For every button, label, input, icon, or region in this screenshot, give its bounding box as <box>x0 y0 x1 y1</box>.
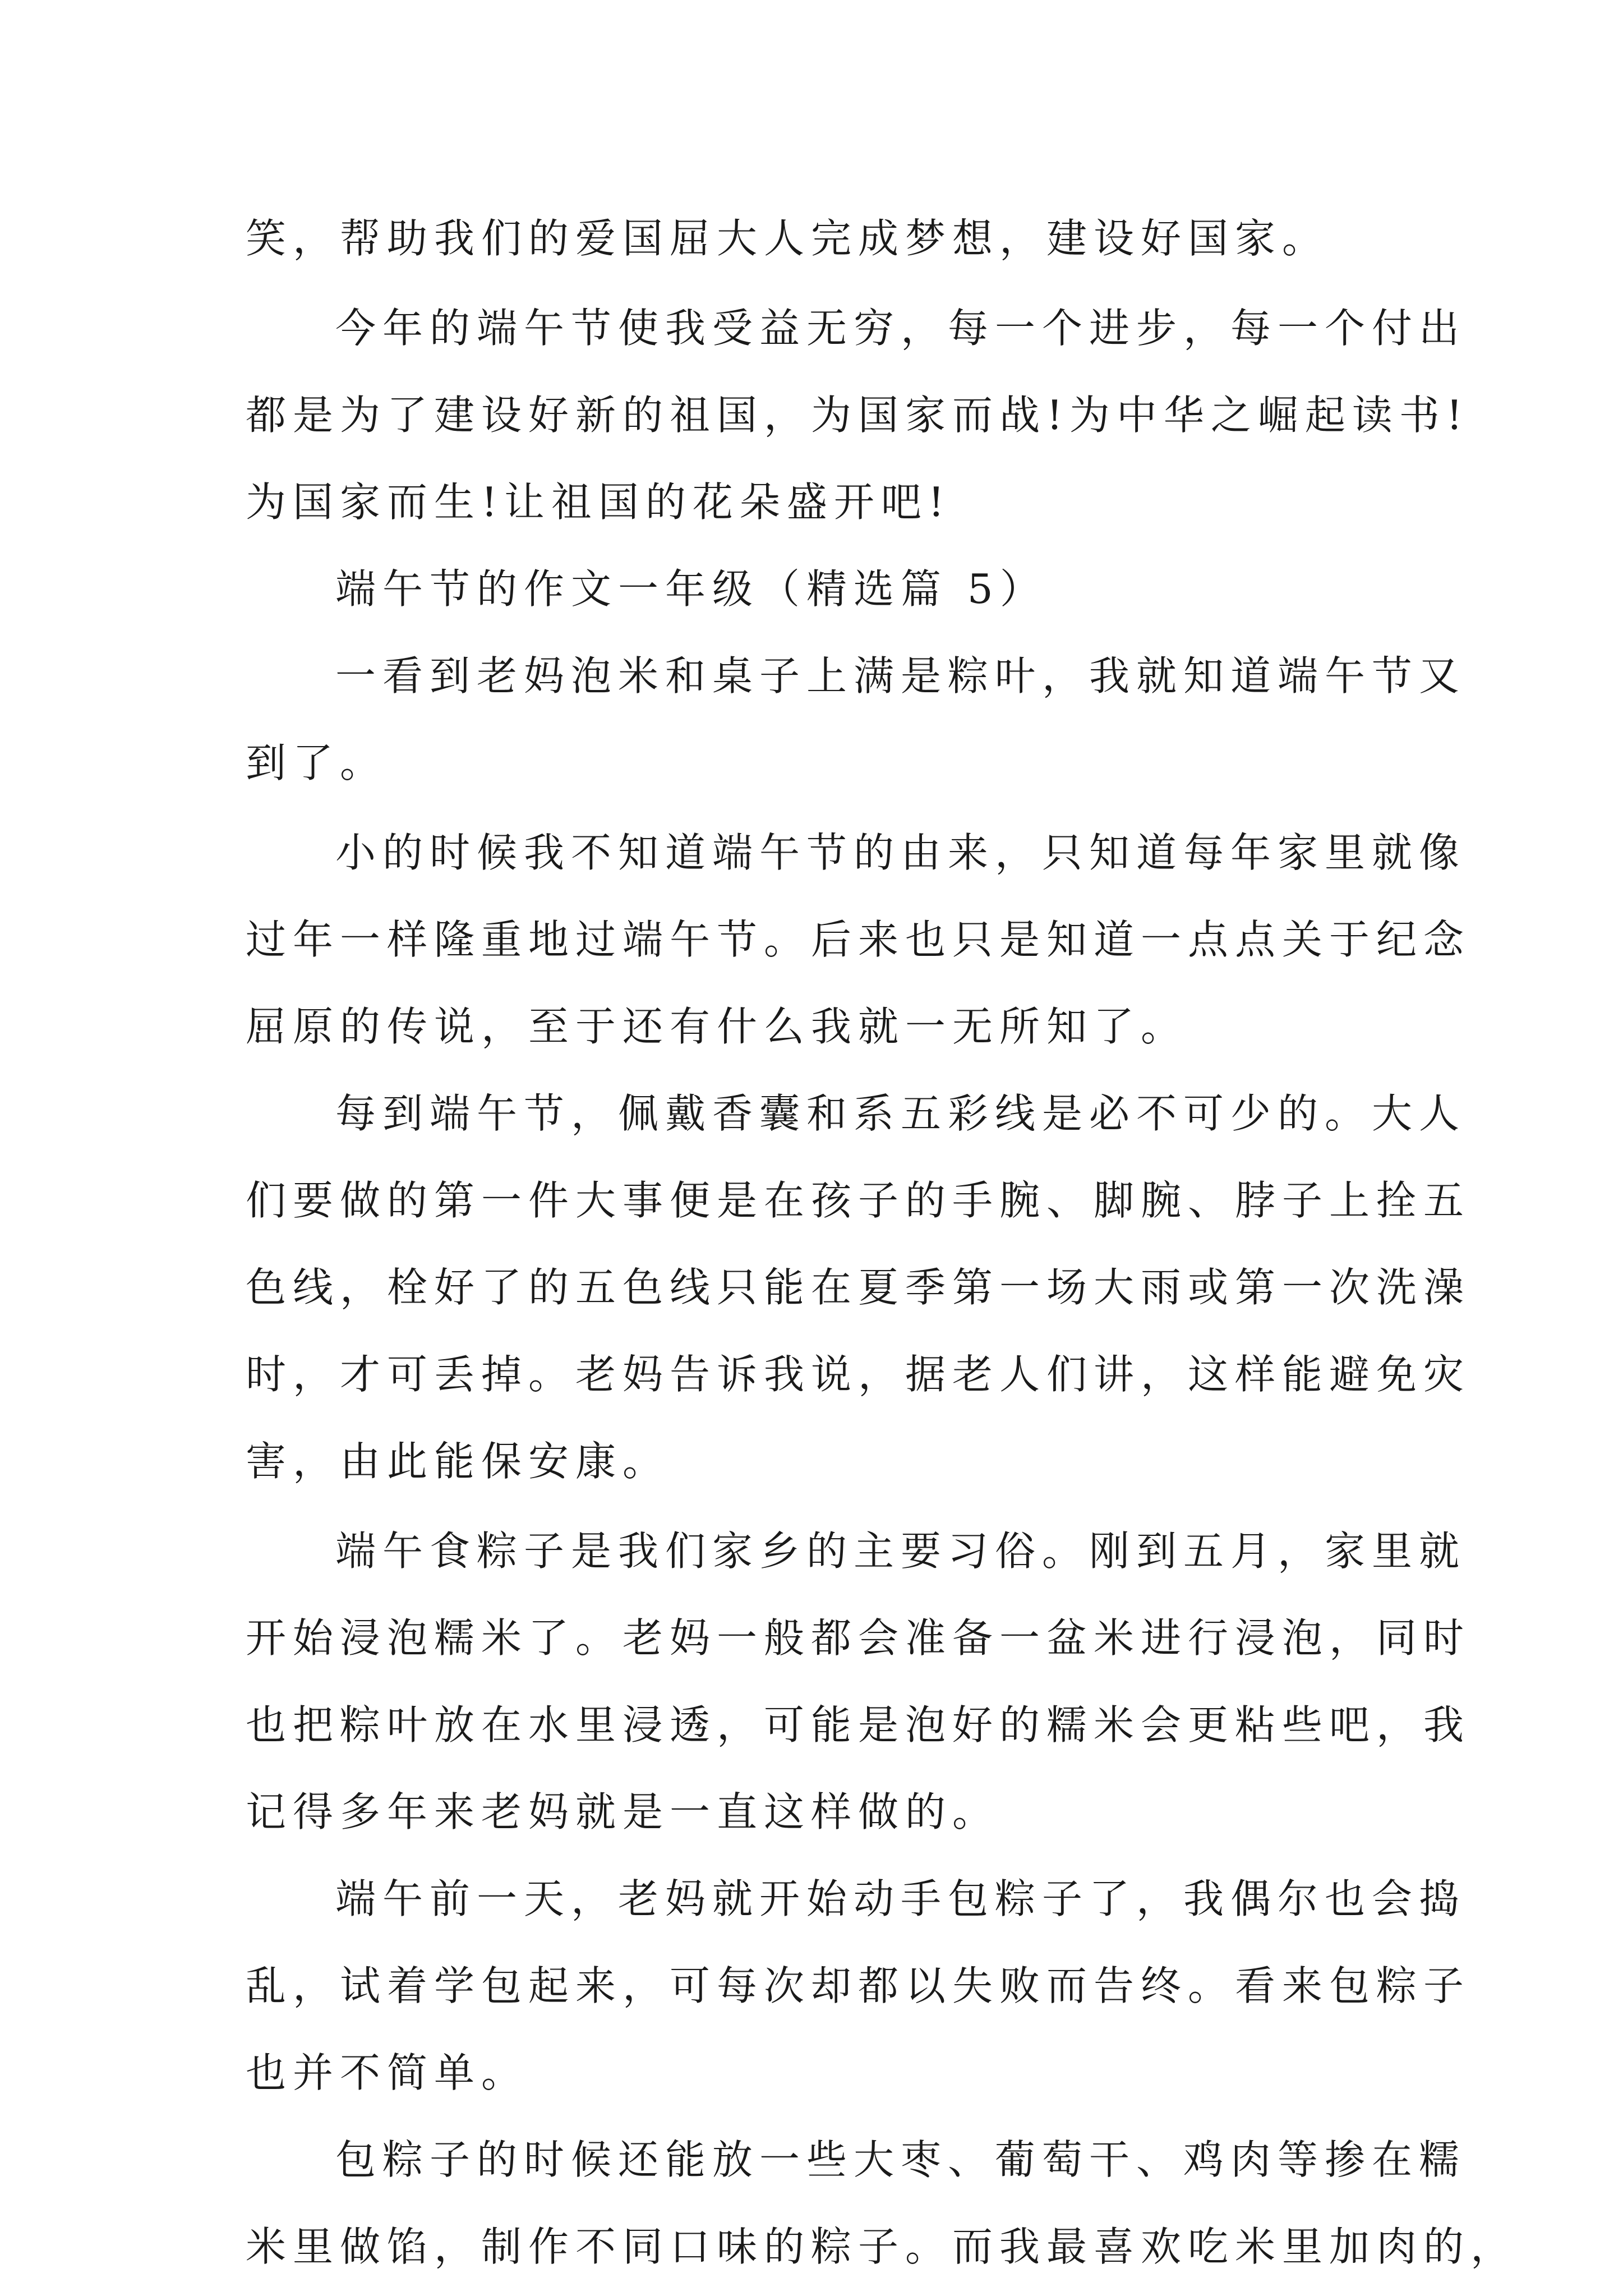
text-line: 时，才可丢掉。老妈告诉我说，据老人们讲，这样能避免灾 <box>246 1351 1471 1398</box>
text-line: 今年的端午节使我受益无穷，每一个进步，每一个付出 <box>335 305 1467 352</box>
text-line: 包粽子的时候还能放一些大枣、葡萄干、鸡肉等掺在糯 <box>335 2136 1467 2183</box>
text-line: 到了。 <box>246 739 388 786</box>
text-line: 笑，帮助我们的爱国屈大人完成梦想，建设好国家。 <box>246 215 1330 262</box>
text-line: 每到端午节，佩戴香囊和系五彩线是必不可少的。大人 <box>335 1090 1467 1137</box>
text-line: 屈原的传说，至于还有什么我就一无所知了。 <box>246 1003 1188 1050</box>
text-line: 害，由此能保安康。 <box>246 1438 670 1485</box>
text-line: 米里做馅，制作不同口味的粽子。而我最喜欢吃米里加肉的， <box>246 2223 1518 2270</box>
text-line: 一看到老妈泡米和桌子上满是粽叶，我就知道端午节又 <box>335 652 1467 700</box>
text-line: 也把粽叶放在水里浸透，可能是泡好的糯米会更粘些吧，我 <box>246 1701 1471 1749</box>
text-line: 开始浸泡糯米了。老妈一般都会准备一盆米进行浸泡，同时 <box>246 1614 1471 1662</box>
text-line: 端午食粽子是我们家乡的主要习俗。刚到五月，家里就 <box>335 1527 1467 1575</box>
text-line: 乱，试着学包起来，可每次却都以失败而告终。看来包粽子 <box>246 1962 1471 2009</box>
text-line: 也并不简单。 <box>246 2049 529 2096</box>
text-line: 记得多年来老妈就是一直这样做的。 <box>246 1788 1000 1835</box>
text-line: 小的时候我不知道端午节的由来，只知道每年家里就像 <box>335 829 1467 876</box>
section-heading: 端午节的作文一年级（精选篇 5） <box>335 565 1047 613</box>
text-line: 们要做的第一件大事便是在孩子的手腕、脚腕、脖子上拴五 <box>246 1177 1471 1224</box>
text-line: 过年一样隆重地过端午节。后来也只是知道一点点关于纪念 <box>246 916 1471 963</box>
text-line: 色线，栓好了的五色线只能在夏季第一场大雨或第一次洗澡 <box>246 1264 1471 1311</box>
text-line: 为国家而生!让祖国的花朵盛开吧! <box>246 478 951 526</box>
text-line: 都是为了建设好新的祖国，为国家而战!为中华之崛起读书! <box>246 392 1469 439</box>
text-line: 端午前一天，老妈就开始动手包粽子了，我偶尔也会捣 <box>335 1875 1467 1922</box>
